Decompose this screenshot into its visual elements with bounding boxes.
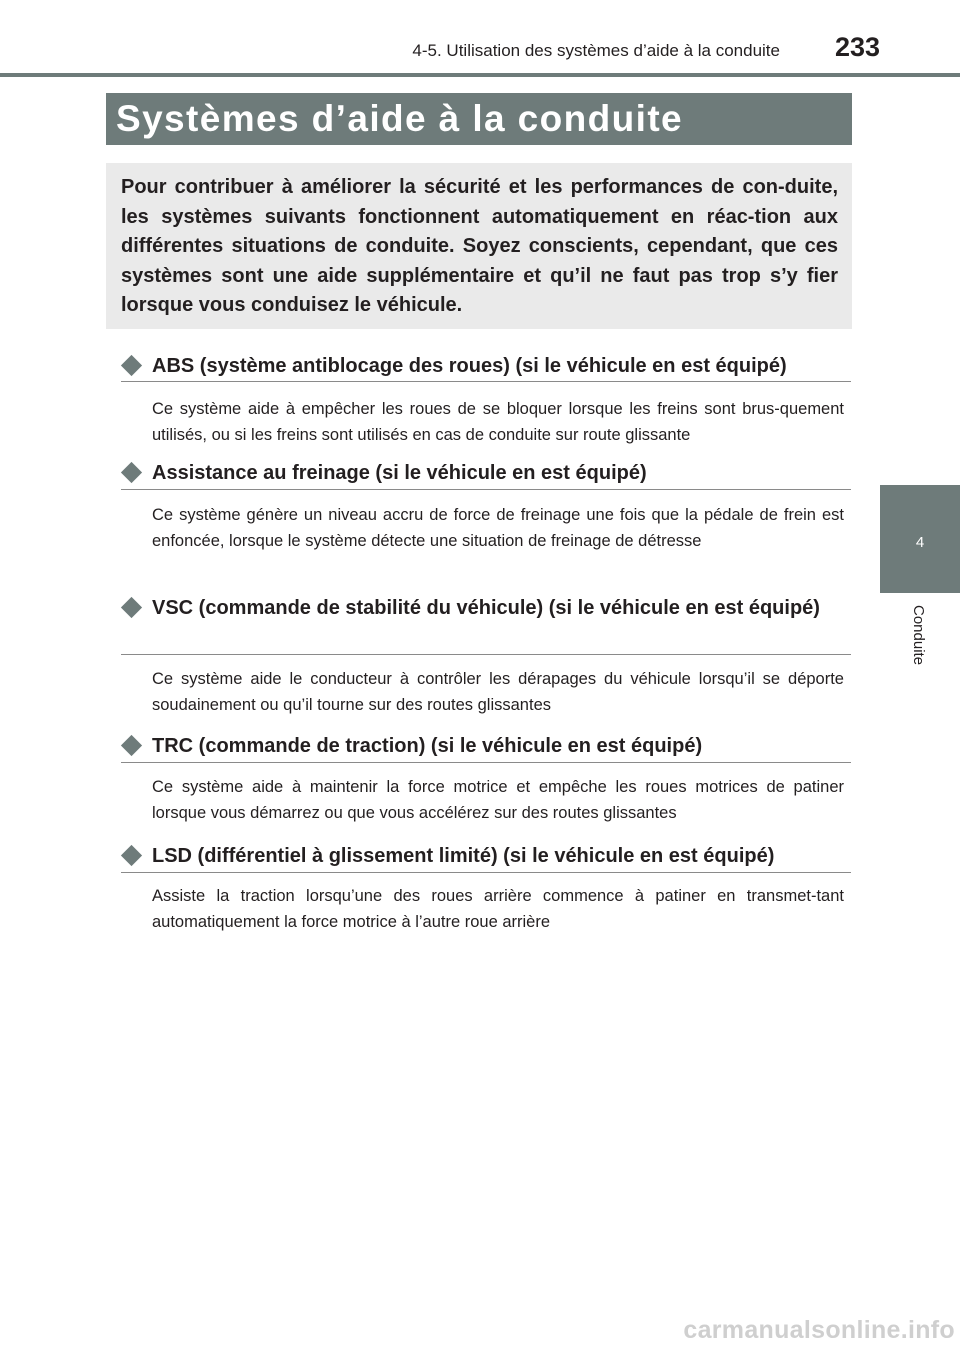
section-body-abs: Ce système aide à empêcher les roues de se bloquer lorsque les freins sont brus-quement utilisés, ou si les freins sont utilisés en cas de conduite sur route glissante bbox=[152, 400, 844, 444]
watermark: carmanualsonline.info bbox=[683, 1316, 955, 1344]
page-number: 233 bbox=[834, 32, 880, 62]
section-heading-text: Assistance au freinage (si le véhicule en est équipé) bbox=[152, 462, 647, 484]
header-section-title: 4-5. Utilisation des systèmes d’aide à la conduite bbox=[412, 41, 780, 60]
section-heading-text: ABS (système antiblocage des roues) (si le véhicule en est équipé) bbox=[152, 355, 787, 377]
section-body-vsc: Ce système aide le conducteur à contrôler les dérapages du véhicule lorsqu’il se déporte soudainement ou qu’il tourne sur des routes glissantes bbox=[152, 670, 844, 714]
section-heading-text: VSC (commande de stabilité du véhicule) (si le véhicule en est équipé) bbox=[152, 597, 820, 619]
diamond-icon bbox=[121, 355, 142, 376]
intro-text: Pour contribuer à améliorer la sécurité et les performances de con-duite, les systèmes suivants fonctionnent automatiquement en réac-tion aux différentes situations de conduite. Soyez conscients, cependant, que ces systèmes sont une aide supplémentaire et qu’il ne faut pas trop s’y fier lorsque vous conduisez le véhicule. bbox=[121, 176, 838, 316]
section-rule bbox=[121, 872, 851, 873]
section-rule bbox=[121, 762, 851, 763]
header-rule bbox=[0, 73, 960, 77]
section-rule bbox=[121, 489, 851, 490]
diamond-icon bbox=[121, 597, 142, 618]
section-heading-text: TRC (commande de traction) (si le véhicule en est équipé) bbox=[152, 735, 703, 757]
section-rule bbox=[121, 654, 851, 655]
section-body-lsd: Assiste la traction lorsqu’une des roues arrière commence à patiner en transmet-tant automatiquement la force motrice à l’autre roue arrière bbox=[152, 887, 844, 931]
section-body-brake-assist: Ce système génère un niveau accru de force de freinage une fois que la pédale de frein est enfoncée, lorsque le système détecte une situation de freinage de détresse bbox=[152, 506, 844, 550]
page-title: Systèmes d’aide à la conduite bbox=[116, 98, 684, 139]
chapter-label: Conduite bbox=[910, 605, 927, 666]
chapter-number: 4 bbox=[915, 534, 925, 551]
diamond-icon bbox=[121, 462, 142, 483]
diamond-icon bbox=[121, 845, 142, 866]
section-rule bbox=[121, 381, 851, 382]
diamond-icon bbox=[121, 735, 142, 756]
section-body-trc: Ce système aide à maintenir la force motrice et empêche les roues motrices de patiner lorsque vous démarrez ou que vous accélérez sur des routes glissantes bbox=[152, 778, 844, 822]
section-heading-text: LSD (différentiel à glissement limité) (si le véhicule en est équipé) bbox=[152, 845, 775, 867]
